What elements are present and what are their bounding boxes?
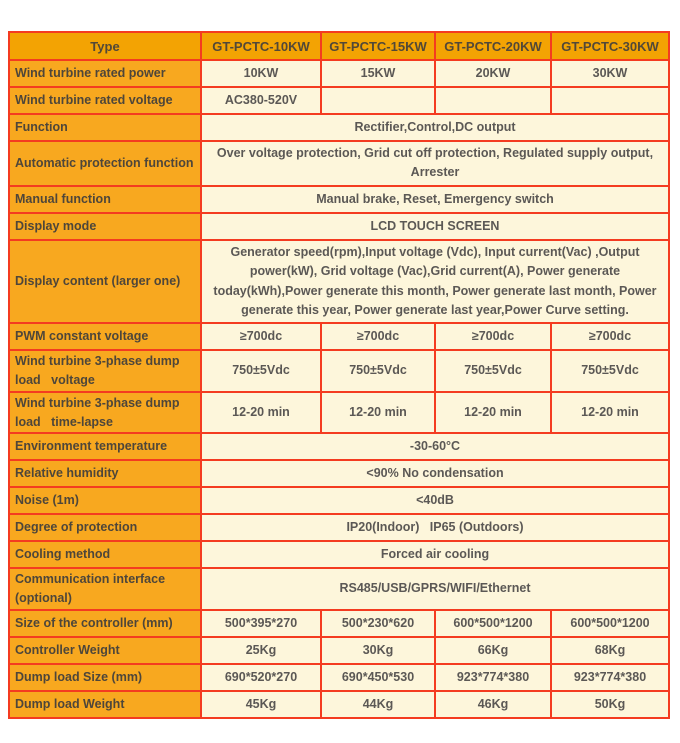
data-cell-span: -30-60°C [201,433,669,460]
data-cell: ≥700dc [201,323,321,350]
table-row [9,568,669,610]
row-label: Display content (larger one) [9,240,201,324]
table-row [9,460,669,487]
data-cell-span: Generator speed(rpm),Input voltage (Vdc), Input current(Vac) ,Output power(kW), Grid voltage (Vac),Grid current(A), Power generate today(kWh),Power generate this month, Power generate last month, Power generate this year, Power generate last year,Power Curve setting. [201,240,669,324]
table-row [9,114,669,141]
data-cell: 50Kg [551,691,669,718]
data-cell-span: <40dB [201,487,669,514]
table-row [9,213,669,240]
data-cell: 30KW [551,60,669,87]
data-cell: 12-20 min [551,392,669,434]
table-row [9,664,669,691]
row-label: Wind turbine 3-phase dump load voltage [9,350,201,392]
spec-table-body [9,60,669,718]
data-cell: 923*774*380 [435,664,551,691]
row-label: Automatic protection function [9,141,201,186]
header-cell-model: GT-PCTC-15KW [321,32,435,60]
data-cell: 45Kg [201,691,321,718]
data-cell: 750±5Vdc [435,350,551,392]
table-row [9,141,669,186]
data-cell: ≥700dc [435,323,551,350]
data-cell: AC380-520V [201,87,321,114]
row-label: Manual function [9,186,201,213]
row-label: Wind turbine rated voltage [9,87,201,114]
header-cell-model: GT-PCTC-10KW [201,32,321,60]
row-label: Communication interface (optional) [9,568,201,610]
data-cell [551,87,669,114]
table-row [9,514,669,541]
data-cell: 12-20 min [321,392,435,434]
table-row [9,691,669,718]
data-cell: 500*395*270 [201,610,321,637]
row-label: Wind turbine 3-phase dump load time-lapse [9,392,201,434]
data-cell-span: Rectifier,Control,DC output [201,114,669,141]
table-row [9,87,669,114]
data-cell-span: RS485/USB/GPRS/WIFI/Ethernet [201,568,669,610]
row-label: Wind turbine rated power [9,60,201,87]
table-row [9,186,669,213]
header-cell-model: GT-PCTC-30KW [551,32,669,60]
row-label: PWM constant voltage [9,323,201,350]
data-cell-span: LCD TOUCH SCREEN [201,213,669,240]
row-label: Size of the controller (mm) [9,610,201,637]
header-row [9,32,669,60]
row-label: Controller Weight [9,637,201,664]
data-cell: 500*230*620 [321,610,435,637]
data-cell-span: Forced air cooling [201,541,669,568]
row-label: Noise (1m) [9,487,201,514]
table-row [9,323,669,350]
row-label: Function [9,114,201,141]
data-cell: 923*774*380 [551,664,669,691]
row-label: Display mode [9,213,201,240]
data-cell: ≥700dc [321,323,435,350]
row-label: Cooling method [9,541,201,568]
data-cell: 750±5Vdc [321,350,435,392]
data-cell: 15KW [321,60,435,87]
table-row [9,240,669,324]
table-row [9,541,669,568]
table-row [9,487,669,514]
data-cell-span: Manual brake, Reset, Emergency switch [201,186,669,213]
row-label: Dump load Weight [9,691,201,718]
table-row [9,350,669,392]
table-row [9,433,669,460]
table-row [9,610,669,637]
data-cell-span: <90% No condensation [201,460,669,487]
data-cell-span: IP20(Indoor) IP65 (Outdoors) [201,514,669,541]
data-cell: 750±5Vdc [551,350,669,392]
data-cell: ≥700dc [551,323,669,350]
row-label: Dump load Size (mm) [9,664,201,691]
data-cell: 66Kg [435,637,551,664]
data-cell: 46Kg [435,691,551,718]
table-row [9,392,669,434]
controller-spec-table [8,31,670,719]
header-cell-type: Type [9,32,201,60]
header-cell-model: GT-PCTC-20KW [435,32,551,60]
data-cell [435,87,551,114]
data-cell: 10KW [201,60,321,87]
data-cell-span: Over voltage protection, Grid cut off protection, Regulated supply output, Arrester [201,141,669,186]
data-cell: 25Kg [201,637,321,664]
data-cell: 44Kg [321,691,435,718]
data-cell: 68Kg [551,637,669,664]
data-cell: 30Kg [321,637,435,664]
data-cell: 690*520*270 [201,664,321,691]
table-row [9,60,669,87]
data-cell: 12-20 min [435,392,551,434]
data-cell: 600*500*1200 [551,610,669,637]
table-row [9,637,669,664]
row-label: Relative humidity [9,460,201,487]
data-cell: 20KW [435,60,551,87]
row-label: Environment temperature [9,433,201,460]
row-label: Degree of protection [9,514,201,541]
data-cell: 750±5Vdc [201,350,321,392]
data-cell: 600*500*1200 [435,610,551,637]
data-cell: 12-20 min [201,392,321,434]
data-cell: 690*450*530 [321,664,435,691]
data-cell [321,87,435,114]
